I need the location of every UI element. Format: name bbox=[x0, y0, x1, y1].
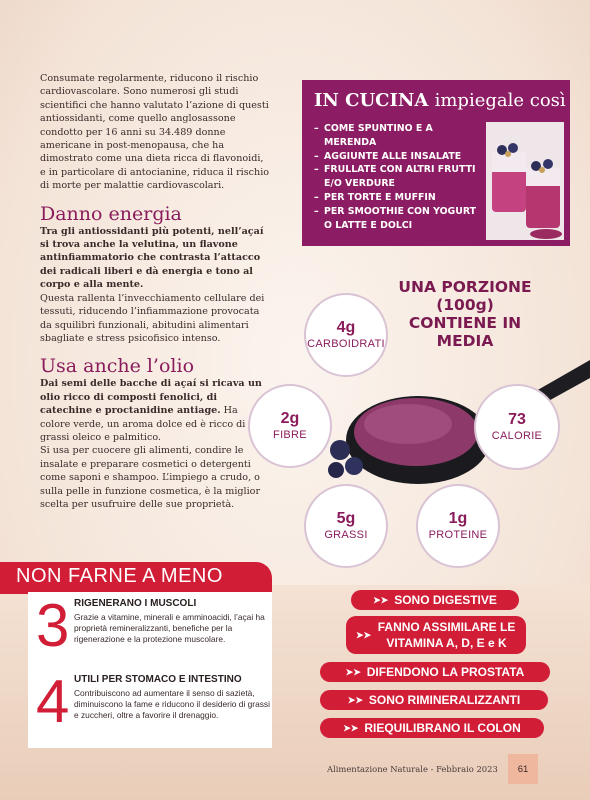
nutrient-label: PROTEINE bbox=[428, 529, 488, 541]
nutrient-bubble-fibre bbox=[248, 384, 332, 468]
arrow-icon: ➤➤ bbox=[347, 695, 363, 705]
page-number: 61 bbox=[508, 754, 538, 784]
nutrient-bubble-calorie bbox=[474, 384, 560, 470]
article-column bbox=[40, 72, 270, 511]
nonfarne-box bbox=[28, 592, 272, 748]
cucina-list bbox=[314, 122, 484, 232]
benefit-text: SONO RIMINERALIZZANTI bbox=[368, 693, 521, 707]
cucina-title bbox=[314, 90, 566, 111]
nutrient-bubble-proteine bbox=[416, 484, 500, 568]
section-lead: Dai semi delle bacche di açaí si ricava un olio ricco di composti fenolici, di catechine e proctanidine antiage. bbox=[40, 378, 262, 417]
item-text: Grazie a vitamine, minerali e amminoacidi, l’açai ha proprietà remineralizzanti, benefiche per la rigenerazione e la protezione muscolare. bbox=[74, 612, 265, 644]
section-body: Ha colore verde, un aroma dolce ed è ricco di grassi oleico e palmitico. bbox=[40, 405, 246, 443]
smoothie-jars-image bbox=[486, 122, 564, 240]
arrow-icon: ➤➤ bbox=[343, 723, 359, 733]
cucina-title-bold: IN CUCINA bbox=[314, 90, 429, 111]
nutrient-value: 2g bbox=[280, 410, 300, 427]
intro-paragraph: Consumate regolarmente, riducono il rischio cardiovascolare. Sono numerosi gli studi scientifici che hanno valutato l’azione di questi antiossidanti, come quello anglosassone condotto per 16 anni su 34.489 donne americane in post-menopausa, che ha dimostrato come una dieta ricca di flavonoidi, e in particolare di antocianine, riduca il rischio di morte per malattie cardiovascolari. bbox=[40, 73, 270, 192]
benefit-text: FANNO ASSIMILARE LE VITAMINA A, D, E e K bbox=[377, 620, 516, 650]
arrow-icon: ➤➤ bbox=[356, 630, 372, 640]
benefit-pill bbox=[320, 662, 550, 682]
section-body: Si usa per cuocere gli alimenti, condire le insalate e preparare cosmetici o detergenti come saponi e shampoo. L’impiego a crudo, o sulla pelle in funzione cosmetica, è la miglior scelta per usufruire delle sue proprietà. bbox=[40, 445, 261, 510]
list-item: – PER TORTE E MUFFIN bbox=[314, 191, 484, 205]
nutrient-label: CARBOIDRATI bbox=[307, 338, 385, 350]
list-item: – COME SPUNTINO E A MERENDA bbox=[314, 122, 484, 150]
nutrient-bubble-grassi bbox=[304, 484, 388, 568]
nutrient-value: 4g bbox=[336, 319, 356, 336]
nutrient-value: 5g bbox=[336, 510, 356, 527]
nutrient-value: 73 bbox=[508, 411, 526, 428]
nutrient-label: FIBRE bbox=[273, 429, 307, 441]
cucina-box bbox=[302, 80, 570, 246]
nutrient-label: GRASSI bbox=[324, 529, 368, 541]
item-number: 4 bbox=[36, 668, 70, 735]
nutrient-label: CALORIE bbox=[491, 430, 543, 442]
benefit-text: RIEQUILIBRANO IL COLON bbox=[364, 721, 521, 735]
section-heading-energia: Danno energia bbox=[40, 202, 182, 225]
benefit-text: SONO DIGESTIVE bbox=[394, 593, 497, 607]
section-heading-olio: Usa anche l’olio bbox=[40, 355, 195, 378]
section-lead: Tra gli antiossidanti più potenti, nell’açaí si trova anche la velutina, un flavone antinfiammatorio che contrasta l’attacco dei radicali liberi e dà energia e tono al corpo e alla mente. bbox=[40, 225, 264, 291]
benefit-pill bbox=[351, 590, 519, 610]
cucina-title-light: impiegale così bbox=[434, 90, 566, 111]
benefit-pill bbox=[320, 718, 544, 738]
arrow-icon: ➤➤ bbox=[345, 667, 361, 677]
portion-title: UNA PORZIONE (100g) CONTIENE IN MEDIA bbox=[398, 278, 532, 350]
nonfarne-title: NON FARNE A MENO bbox=[16, 565, 223, 587]
nutrient-value: 1g bbox=[448, 510, 468, 527]
footer-text: Alimentazione Naturale - Febbraio 2023 bbox=[327, 764, 498, 774]
list-item: – PER SMOOTHIE CON YOGURT O LATTE E DOLCI bbox=[314, 205, 484, 233]
benefit-pill bbox=[346, 616, 526, 654]
item-title: UTILI PER STOMACO E INTESTINO bbox=[74, 674, 242, 685]
benefit-text: DIFENDONO LA PROSTATA bbox=[366, 665, 525, 679]
nonfarne-item bbox=[28, 668, 272, 742]
benefit-pill bbox=[320, 690, 548, 710]
list-item: – AGGIUNTE ALLE INSALATE bbox=[314, 150, 484, 164]
nonfarne-item bbox=[28, 592, 272, 666]
item-text: Contribuiscono ad aumentare il senso di sazietà, diminuiscono la fame e riducono il desiderio di grassi e zuccheri, oltre a favorire il drenaggio. bbox=[74, 688, 270, 720]
nutrient-bubble-carboidrati bbox=[304, 293, 388, 377]
list-item: – FRULLATE CON ALTRI FRUTTI E/O VERDURE bbox=[314, 163, 484, 191]
item-title: RIGENERANO I MUSCOLI bbox=[74, 598, 197, 609]
section-body: Questa rallenta l’invecchiamento cellulare dei tessuti, riducendo l’infiammazione provocata da squilibri funzionali, abitudini alimentari sbagliate e stress psicofisico intenso. bbox=[40, 292, 265, 344]
arrow-icon: ➤➤ bbox=[373, 595, 389, 605]
item-number: 3 bbox=[36, 592, 70, 659]
